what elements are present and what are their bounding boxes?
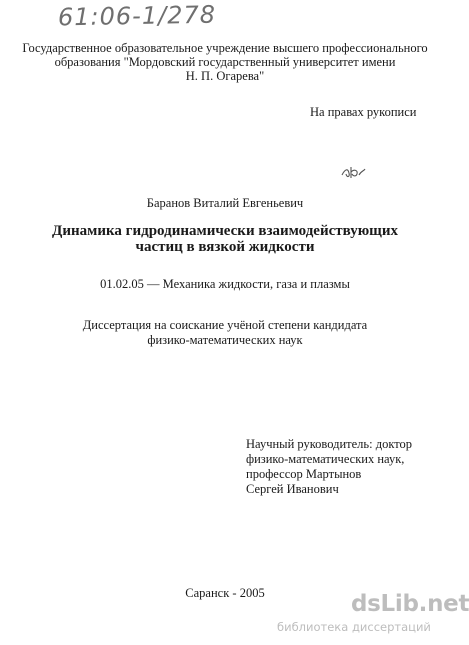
supervisor-line: Сергей Иванович <box>246 482 339 496</box>
institution-line: Н. П. Огарева" <box>185 69 265 83</box>
specialty-code: 01.02.05 — Механика жидкости, газа и плазмы <box>100 277 350 291</box>
handwritten-archive-code: 61:06-1/278 <box>57 0 217 32</box>
manuscript-rights-note: На правах рукописи <box>310 105 417 119</box>
institution-header <box>0 41 450 83</box>
degree-statement <box>0 318 450 348</box>
supervisor-line: Научный руководитель: доктор <box>246 437 413 451</box>
dissertation-title <box>0 223 450 255</box>
supervisor-block <box>246 437 412 497</box>
institution-line: образования "Мордовский государственный университет имени <box>54 55 396 69</box>
title-line: Динамика гидродинамически взаимодействующих <box>52 223 398 239</box>
supervisor-line: физико-математических наук, <box>246 452 405 466</box>
watermark-logo: dsLib.net <box>351 591 469 617</box>
institution-line: Государственное образовательное учреждение высшего профессионального <box>22 41 428 55</box>
city-year: Саранск - 2005 <box>185 586 265 600</box>
degree-line: Диссертация на соискание учёной степени кандидата <box>82 318 368 332</box>
title-line: частиц в вязкой жидкости <box>135 239 315 255</box>
author-name: Баранов Виталий Евгеньевич <box>146 196 304 210</box>
signature-mark-icon <box>339 163 367 181</box>
supervisor-line: профессор Мартынов <box>246 467 362 481</box>
degree-line: физико-математических наук <box>147 333 303 347</box>
watermark-subtitle: библиотека диссертаций <box>277 620 431 634</box>
